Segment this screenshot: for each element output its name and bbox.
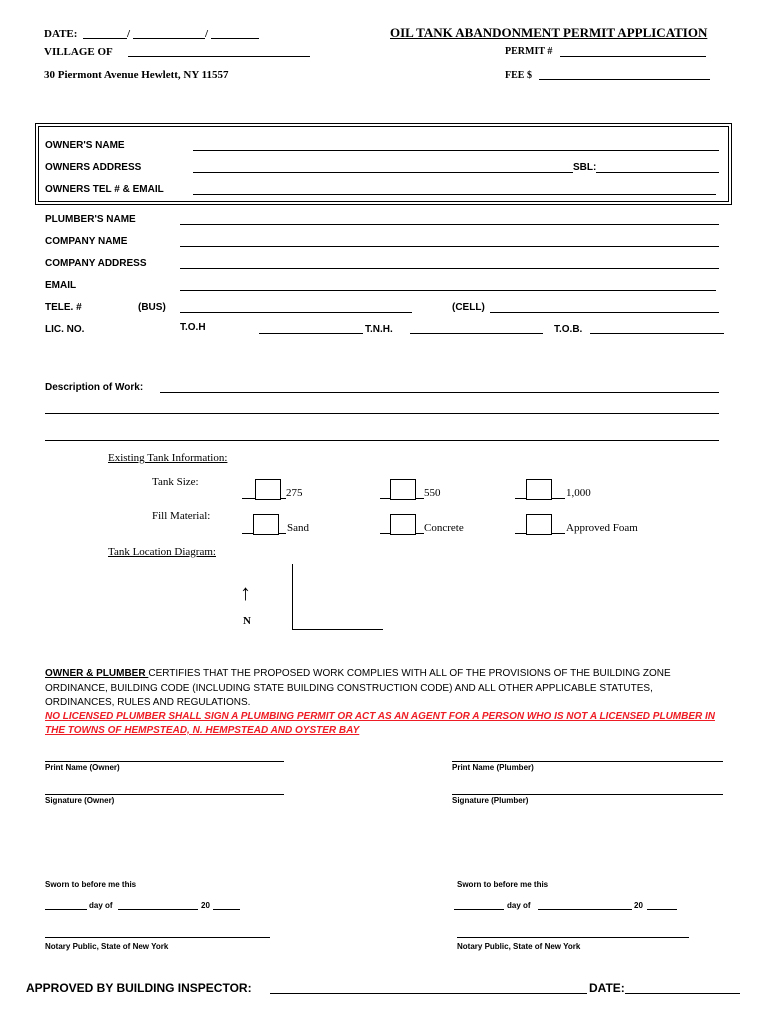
notary-plumber-month-field[interactable] bbox=[538, 909, 632, 910]
diagram-horizontal-axis bbox=[292, 629, 383, 630]
toh-field[interactable] bbox=[259, 333, 363, 334]
fill-approved-foam-checkbox[interactable] bbox=[526, 514, 552, 535]
description-field-line-1[interactable] bbox=[160, 392, 719, 393]
notary-owner-day-field[interactable] bbox=[45, 909, 87, 910]
tob-label: T.O.B. bbox=[554, 324, 583, 335]
notary-owner-signature-field[interactable] bbox=[45, 937, 270, 938]
form-title: OIL TANK ABANDONMENT PERMIT APPLICATION bbox=[390, 25, 708, 40]
village-label: VILLAGE OF bbox=[44, 46, 113, 58]
owner-tel-email-label: OWNERS TEL # & EMAIL bbox=[45, 184, 164, 195]
north-label: N bbox=[243, 615, 251, 627]
plumber-name-label: PLUMBER'S NAME bbox=[45, 214, 136, 225]
cell-label: (CELL) bbox=[452, 302, 485, 313]
owner-address-label: OWNERS ADDRESS bbox=[45, 162, 142, 173]
date-day-field[interactable] bbox=[133, 38, 205, 39]
warning-line-2: THE TOWNS OF HEMPSTEAD, N. HEMPSTEAD AND OYSTER BAY bbox=[45, 725, 360, 736]
notary-plumber-label: Notary Public, State of New York bbox=[457, 942, 581, 951]
company-address-field[interactable] bbox=[180, 268, 719, 269]
cell-phone-field[interactable] bbox=[490, 312, 719, 313]
tnh-field[interactable] bbox=[410, 333, 543, 334]
notary-owner-year-field[interactable] bbox=[213, 909, 240, 910]
tank-size-label: Tank Size: bbox=[152, 476, 199, 488]
owner-address-field[interactable] bbox=[193, 172, 719, 173]
tank-size-275-label: 275 bbox=[286, 487, 303, 499]
tank-info-heading: Existing Tank Information: bbox=[108, 452, 228, 464]
inspector-signature-field[interactable] bbox=[270, 993, 587, 994]
certification-lead: OWNER & PLUMBER bbox=[45, 668, 149, 679]
approval-date-field[interactable] bbox=[625, 993, 740, 994]
print-name-plumber-field[interactable] bbox=[452, 761, 723, 762]
fee-label: FEE $ bbox=[505, 70, 532, 81]
company-address-label: COMPANY ADDRESS bbox=[45, 258, 147, 269]
village-field[interactable] bbox=[128, 56, 310, 57]
fill-concrete-checkbox[interactable] bbox=[390, 514, 416, 535]
certification-line-1: OWNER & PLUMBER CERTIFIES THAT THE PROPOSED WORK COMPLIES WITH ALL OF THE PROVISIONS OF THE BUILDING ZONE bbox=[45, 668, 671, 679]
owner-name-label: OWNER'S NAME bbox=[45, 140, 125, 151]
fill-approved-foam-label: Approved Foam bbox=[566, 522, 638, 534]
permit-number-field[interactable] bbox=[560, 56, 706, 57]
fill-sand-label: Sand bbox=[287, 522, 309, 534]
sworn-plumber-label: Sworn to before me this bbox=[457, 880, 549, 889]
fee-field[interactable] bbox=[539, 79, 710, 80]
date-label: DATE: bbox=[44, 28, 78, 40]
tank-size-275-checkbox[interactable] bbox=[255, 479, 281, 500]
toh-label: T.O.H bbox=[180, 322, 206, 333]
tob-field[interactable] bbox=[590, 333, 724, 334]
signature-plumber-field[interactable] bbox=[452, 794, 723, 795]
description-field-line-3[interactable] bbox=[45, 440, 719, 441]
print-name-plumber-label: Print Name (Plumber) bbox=[452, 763, 534, 772]
owner-tel-email-field[interactable] bbox=[193, 194, 716, 195]
sworn-owner-label: Sworn to before me this bbox=[45, 880, 137, 889]
fill-material-label: Fill Material: bbox=[152, 510, 211, 522]
license-number-label: LIC. NO. bbox=[45, 324, 85, 335]
fill-concrete-label: Concrete bbox=[424, 522, 464, 534]
description-field-line-2[interactable] bbox=[45, 413, 719, 414]
approved-by-label: APPROVED BY BUILDING INSPECTOR: bbox=[26, 981, 252, 995]
owner-name-field[interactable] bbox=[193, 150, 719, 151]
notary-owner-year-prefix: 20 bbox=[201, 901, 210, 910]
notary-plumber-day-field[interactable] bbox=[454, 909, 504, 910]
notary-owner-label: Notary Public, State of New York bbox=[45, 942, 169, 951]
tank-size-550-label: 550 bbox=[424, 487, 441, 499]
north-arrow-icon: ↑ bbox=[240, 580, 251, 605]
notary-owner-month-field[interactable] bbox=[118, 909, 198, 910]
signature-owner-field[interactable] bbox=[45, 794, 284, 795]
permit-label: PERMIT # bbox=[505, 46, 553, 57]
tank-size-1000-checkbox[interactable] bbox=[526, 479, 552, 500]
village-address: 30 Piermont Avenue Hewlett, NY 11557 bbox=[44, 69, 229, 81]
company-name-label: COMPANY NAME bbox=[45, 236, 128, 247]
diagram-vertical-axis bbox=[292, 564, 293, 629]
tank-size-550-checkbox[interactable] bbox=[390, 479, 416, 500]
bus-phone-field[interactable] bbox=[180, 312, 412, 313]
signature-plumber-label: Signature (Plumber) bbox=[452, 796, 529, 805]
warning-line-1: NO LICENSED PLUMBER SHALL SIGN A PLUMBING PERMIT OR ACT AS AN AGENT FOR A PERSON WHO IS NOT A LICENSED PLUMBER IN bbox=[45, 711, 716, 722]
print-name-owner-label: Print Name (Owner) bbox=[45, 763, 120, 772]
email-field[interactable] bbox=[180, 290, 716, 291]
certification-line-3: ORDINANCES, RULES AND REGULATIONS. bbox=[45, 697, 251, 708]
print-name-owner-field[interactable] bbox=[45, 761, 284, 762]
date-month-field[interactable] bbox=[83, 38, 127, 39]
notary-plumber-day-of-label: day of bbox=[507, 901, 531, 910]
notary-owner-day-of-label: day of bbox=[89, 901, 113, 910]
certification-line-2: ORDINANCE, BUILDING CODE (INCLUDING STATE BUILDING CONSTRUCTION CODE) AND ALL OTHER APPLICABLE STATUTES, bbox=[45, 683, 653, 694]
notary-plumber-signature-field[interactable] bbox=[457, 937, 689, 938]
tank-location-diagram-label: Tank Location Diagram: bbox=[108, 546, 216, 558]
notary-plumber-year-prefix: 20 bbox=[634, 901, 643, 910]
tank-size-1000-label: 1,000 bbox=[566, 487, 591, 499]
notary-plumber-year-field[interactable] bbox=[647, 909, 677, 910]
approval-date-label: DATE: bbox=[589, 981, 625, 995]
sbl-label: SBL: bbox=[573, 162, 597, 173]
bus-label: (BUS) bbox=[138, 302, 166, 313]
signature-owner-label: Signature (Owner) bbox=[45, 796, 115, 805]
plumber-name-field[interactable] bbox=[180, 224, 719, 225]
tnh-label: T.N.H. bbox=[365, 324, 393, 335]
date-slash-1: / bbox=[127, 28, 131, 40]
tele-label: TELE. # bbox=[45, 302, 82, 313]
date-year-field[interactable] bbox=[211, 38, 259, 39]
date-slash-2: / bbox=[205, 28, 209, 40]
company-name-field[interactable] bbox=[180, 246, 719, 247]
fill-sand-checkbox[interactable] bbox=[253, 514, 279, 535]
description-label: Description of Work: bbox=[45, 382, 144, 393]
email-label: EMAIL bbox=[45, 280, 77, 291]
